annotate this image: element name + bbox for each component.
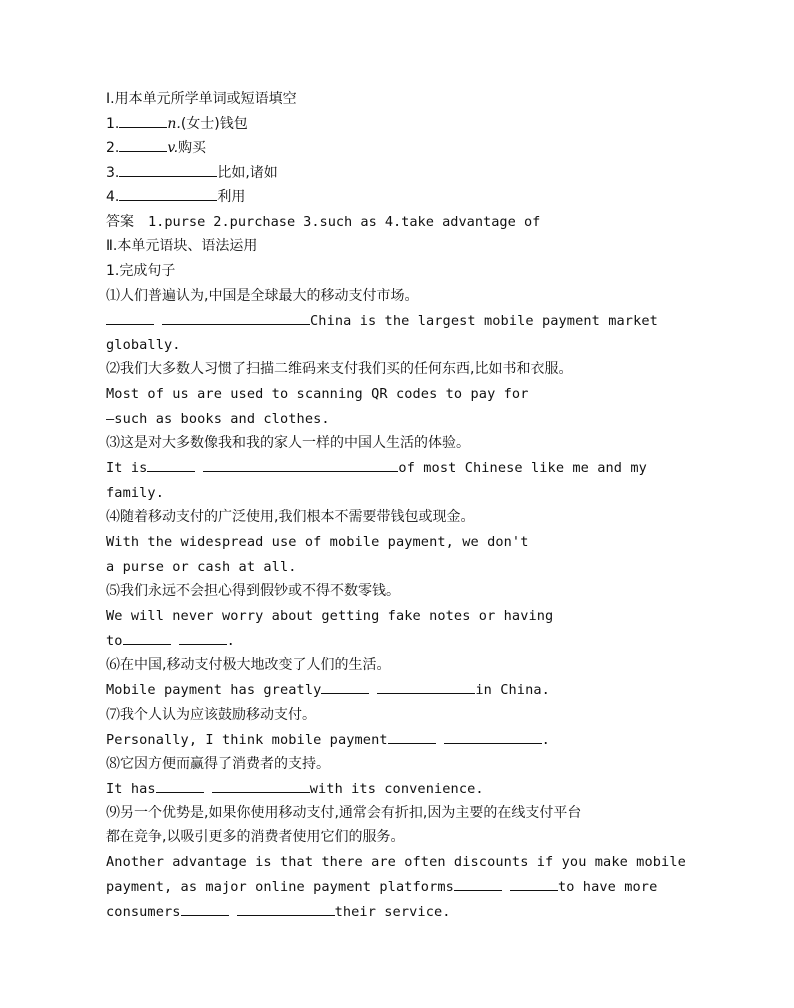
sentence-text: with its convenience. [309, 781, 484, 797]
q4-english-line1: With the widespread use of mobile payment, we don't [106, 534, 529, 550]
sentence-text: in China. [475, 682, 550, 698]
q3-english-line1 [106, 456, 647, 480]
answer-blank[interactable] [454, 876, 502, 891]
answer-3: 3.such as [303, 214, 377, 230]
answer-blank[interactable] [510, 876, 558, 891]
q7-english-line1 [106, 728, 550, 752]
sentence-end: . [541, 732, 550, 748]
sentence-start: Personally, I think mobile payment [106, 732, 388, 748]
q3-english-line2: family. [106, 485, 164, 501]
item-number: 4. [106, 189, 120, 205]
part-of-speech: n. [167, 116, 181, 132]
q6-chinese: ⑹在中国,移动支付极大地改变了人们的生活。 [106, 657, 391, 673]
answer-blank[interactable] [237, 901, 335, 916]
sentence-start: to [106, 633, 123, 649]
sentence-start: It is [106, 460, 148, 476]
part1-item-4 [106, 185, 245, 209]
part1-item-3 [106, 161, 278, 185]
item-meaning: (女士)钱包 [180, 116, 248, 132]
answer-blank[interactable] [388, 729, 436, 744]
answer-blank[interactable] [123, 630, 171, 645]
sentence-start: It has [106, 781, 156, 797]
sentence-text: China is the largest mobile payment market [310, 313, 658, 329]
item-meaning: 比如,诸如 [217, 165, 278, 181]
part2-heading: Ⅱ.本单元语块、语法运用 [106, 238, 258, 254]
q2-english-line1: Most of us are used to scanning QR codes to pay for [106, 386, 529, 402]
q4-english-line2: a purse or cash at all. [106, 559, 297, 575]
answer-blank[interactable] [179, 630, 227, 645]
part-of-speech: v. [167, 140, 179, 156]
q8-chinese: ⑻它因方便而赢得了消费者的支持。 [106, 756, 330, 772]
answer-blank[interactable] [156, 778, 204, 793]
q6-english-line1 [106, 678, 550, 702]
item-number: 1. [106, 116, 120, 132]
q9-chinese-line2: 都在竞争,以吸引更多的消费者使用它们的服务。 [106, 829, 405, 845]
answer-4: 4.take advantage of [384, 214, 541, 230]
sentence-start: Mobile payment has greatly [106, 682, 322, 698]
part2-subheading: 1.完成句子 [106, 263, 176, 279]
item-meaning: 购买 [178, 140, 207, 156]
answer-blank[interactable] [147, 457, 195, 472]
q1-english-line2: globally. [106, 337, 181, 353]
q2-english-line2: —such as books and clothes. [106, 411, 330, 427]
q9-chinese-line1: ⑼另一个优势是,如果你使用移动支付,通常会有折扣,因为主要的在线支付平台 [106, 805, 582, 821]
answer-label: 答案 [106, 214, 134, 230]
q5-english-line1: We will never worry about getting fake notes or having [106, 608, 554, 624]
answer-1: 1.purse [148, 214, 206, 230]
sentence-text: consumers [106, 904, 181, 920]
q5-chinese: ⑸我们永远不会担心得到假钞或不得不数零钱。 [106, 583, 400, 599]
item-number: 3. [106, 165, 120, 181]
answer-blank[interactable] [106, 310, 154, 325]
answer-blank[interactable] [212, 778, 310, 793]
q2-chinese: ⑵我们大多数人习惯了扫描二维码来支付我们买的任何东西,比如书和衣服。 [106, 361, 573, 377]
answer-blank[interactable] [162, 310, 310, 325]
q7-chinese: ⑺我个人认为应该鼓励移动支付。 [106, 707, 316, 723]
sentence-text: payment, as major online payment platforms [106, 879, 454, 895]
answer-2: 2.purchase [213, 214, 296, 230]
part1-heading: Ⅰ.用本单元所学单词或短语填空 [106, 91, 297, 107]
sentence-text: their service. [334, 904, 451, 920]
q5-english-line2 [106, 629, 235, 653]
q3-chinese: ⑶这是对大多数像我和我的家人一样的中国人生活的体验。 [106, 435, 470, 451]
answer-blank[interactable] [321, 679, 369, 694]
sentence-text: to have more [557, 879, 658, 895]
q9-english-line3 [106, 900, 451, 924]
answer-blank[interactable] [181, 901, 229, 916]
q9-english-line1: Another advantage is that there are often discounts if you make mobile [106, 854, 686, 870]
answer-blank[interactable] [203, 457, 398, 472]
item-number: 2. [106, 140, 120, 156]
answer-line [106, 210, 540, 234]
q4-chinese: ⑷随着移动支付的广泛使用,我们根本不需要带钱包或现金。 [106, 509, 475, 525]
q8-english-line1 [106, 777, 484, 801]
part1-item-2 [106, 136, 206, 160]
answer-blank[interactable] [119, 137, 167, 152]
q9-english-line2 [106, 875, 657, 899]
answer-blank[interactable] [119, 113, 167, 128]
q1-chinese: ⑴人们普遍认为,中国是全球最大的移动支付市场。 [106, 288, 419, 304]
part1-item-1 [106, 112, 248, 136]
sentence-end: . [226, 633, 235, 649]
answer-blank[interactable] [444, 729, 542, 744]
item-meaning: 利用 [217, 189, 246, 205]
sentence-text: of most Chinese like me and my [398, 460, 647, 476]
answer-blank[interactable] [119, 186, 217, 201]
answer-blank[interactable] [119, 162, 217, 177]
answer-blank[interactable] [377, 679, 475, 694]
q1-english-line1 [106, 309, 658, 333]
